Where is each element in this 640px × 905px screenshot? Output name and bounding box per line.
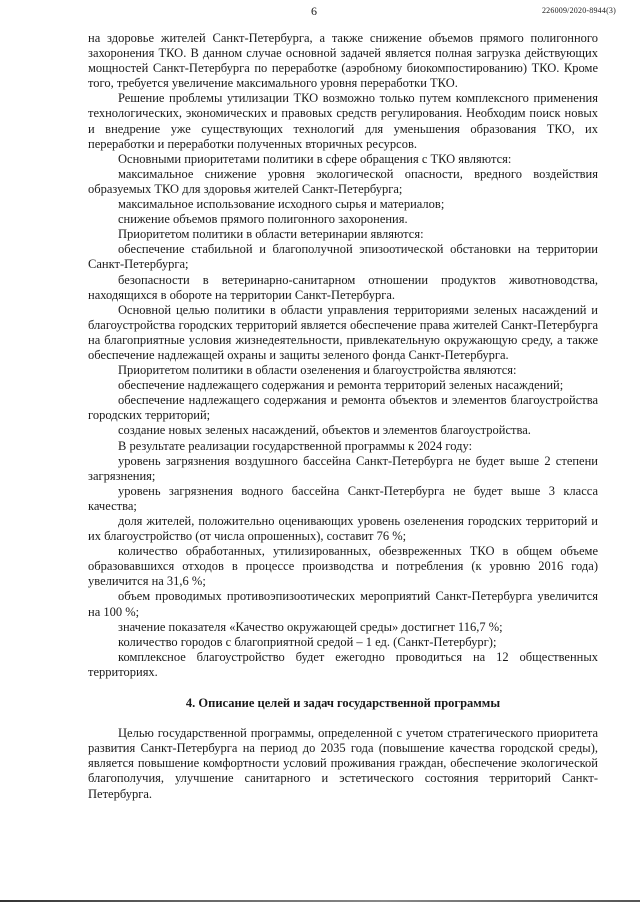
document-body (88, 31, 598, 802)
paragraph: на здоровье жителей Санкт-Петербурга, а также снижение объемов прямого полигонного захоронения ТКО. В данном случае основной задачей является полная загрузка действующих мощностей Санкт-Петербурга по переработке (аэробному биокомпостированию) ТКО. Кроме того, требуется увеличение максимального уровня переработки ТКО. (88, 31, 598, 91)
paragraph: В результате реализации государственной программы к 2024 году: (118, 438, 473, 453)
paragraph: объем проводимых противоэпизоотических мероприятий Санкт-Петербурга увеличится на 100 %; (88, 589, 598, 619)
paragraph: обеспечение надлежащего содержания и ремонта объектов и элементов благоустройства городских территорий; (88, 393, 598, 423)
scan-edge-line (0, 900, 640, 902)
paragraph: значение показателя «Качество окружающей среды» достигнет 116,7 %; (118, 619, 503, 634)
paragraph: создание новых зеленых насаждений, объектов и элементов благоустройства. (118, 423, 531, 438)
paragraph: количество обработанных, утилизированных, обезвреженных ТКО в общем объеме образовавшихся отходов в процессе производства и потребления (к уровню 2016 года) увеличится на 31,6 %; (88, 544, 598, 589)
paragraph: обеспечение стабильной и благополучной эпизоотической обстановки на территории Санкт-Петербурга; (88, 242, 598, 272)
paragraph: максимальное снижение уровня экологической опасности, вредного воздействия образуемых ТКО для здоровья жителей Санкт-Петербурга; (88, 166, 598, 196)
paragraph: Основной целью политики в области управления территориями зеленых насаждений и благоустройства городских территорий является обеспечение права жителей Санкт-Петербурга на благоприятные условия жизнедеятельности, привлекательную окружающую среду, а также обеспечение надлежащей охраны и защиты зеленого фонда Санкт-Петербурга. (88, 302, 598, 362)
paragraph: безопасности в ветеринарно-санитарном отношении продуктов животноводства, находящихся в обороте на территории Санкт-Петербурга. (88, 272, 598, 302)
paragraph: Приоритетом политики в области озеленения и благоустройства являются: (118, 363, 517, 378)
paragraph: максимальное использование исходного сырья и материалов; (118, 197, 445, 212)
paragraph: Целью государственной программы, определенной с учетом стратегического приоритета развития Санкт-Петербурга на период до 2035 года (повышение качества городской среды), является повышение комфортности условий проживания граждан, обеспечение экологической благополучия, улучшение санитарного и эстетического состояния территорий Санкт-Петербурга. (88, 726, 598, 801)
paragraph: уровень загрязнения воздушного бассейна Санкт-Петербурга не будет выше 2 степени загрязнения; (88, 453, 598, 483)
document-code: 226009/2020-8944(3) (541, 6, 616, 15)
paragraph: снижение объемов прямого полигонного захоронения. (118, 212, 408, 227)
paragraph: Приоритетом политики в области ветеринарии являются: (118, 227, 424, 242)
paragraph: количество городов с благоприятной средой – 1 ед. (Санкт-Петербург); (118, 634, 497, 649)
paragraph: комплексное благоустройство будет ежегодно проводиться на 12 общественных территориях. (88, 649, 598, 679)
paragraph: доля жителей, положительно оценивающих уровень озеленения городских территорий и их благоустройство (от числа опрошенных), составит 76 %; (88, 514, 598, 544)
paragraph: Основными приоритетами политики в сфере обращения с ТКО являются: (118, 151, 512, 166)
paragraph: обеспечение надлежащего содержания и ремонта территорий зеленых насаждений; (118, 378, 564, 393)
section-heading: 4. Описание целей и задач государственной программы (185, 696, 501, 711)
paragraph: уровень загрязнения водного бассейна Санкт-Петербурга не будет выше 3 класса качества; (88, 483, 598, 513)
page-number: 6 (311, 4, 317, 18)
paragraph: Решение проблемы утилизации ТКО возможно только путем комплексного применения технологических, экономических и правовых средств регулирования. Необходим поиск новых и внедрение уже существующих технологий для уменьшения образования ТКО, их переработки и переработки полученных вторичных ресурсов. (88, 91, 598, 151)
